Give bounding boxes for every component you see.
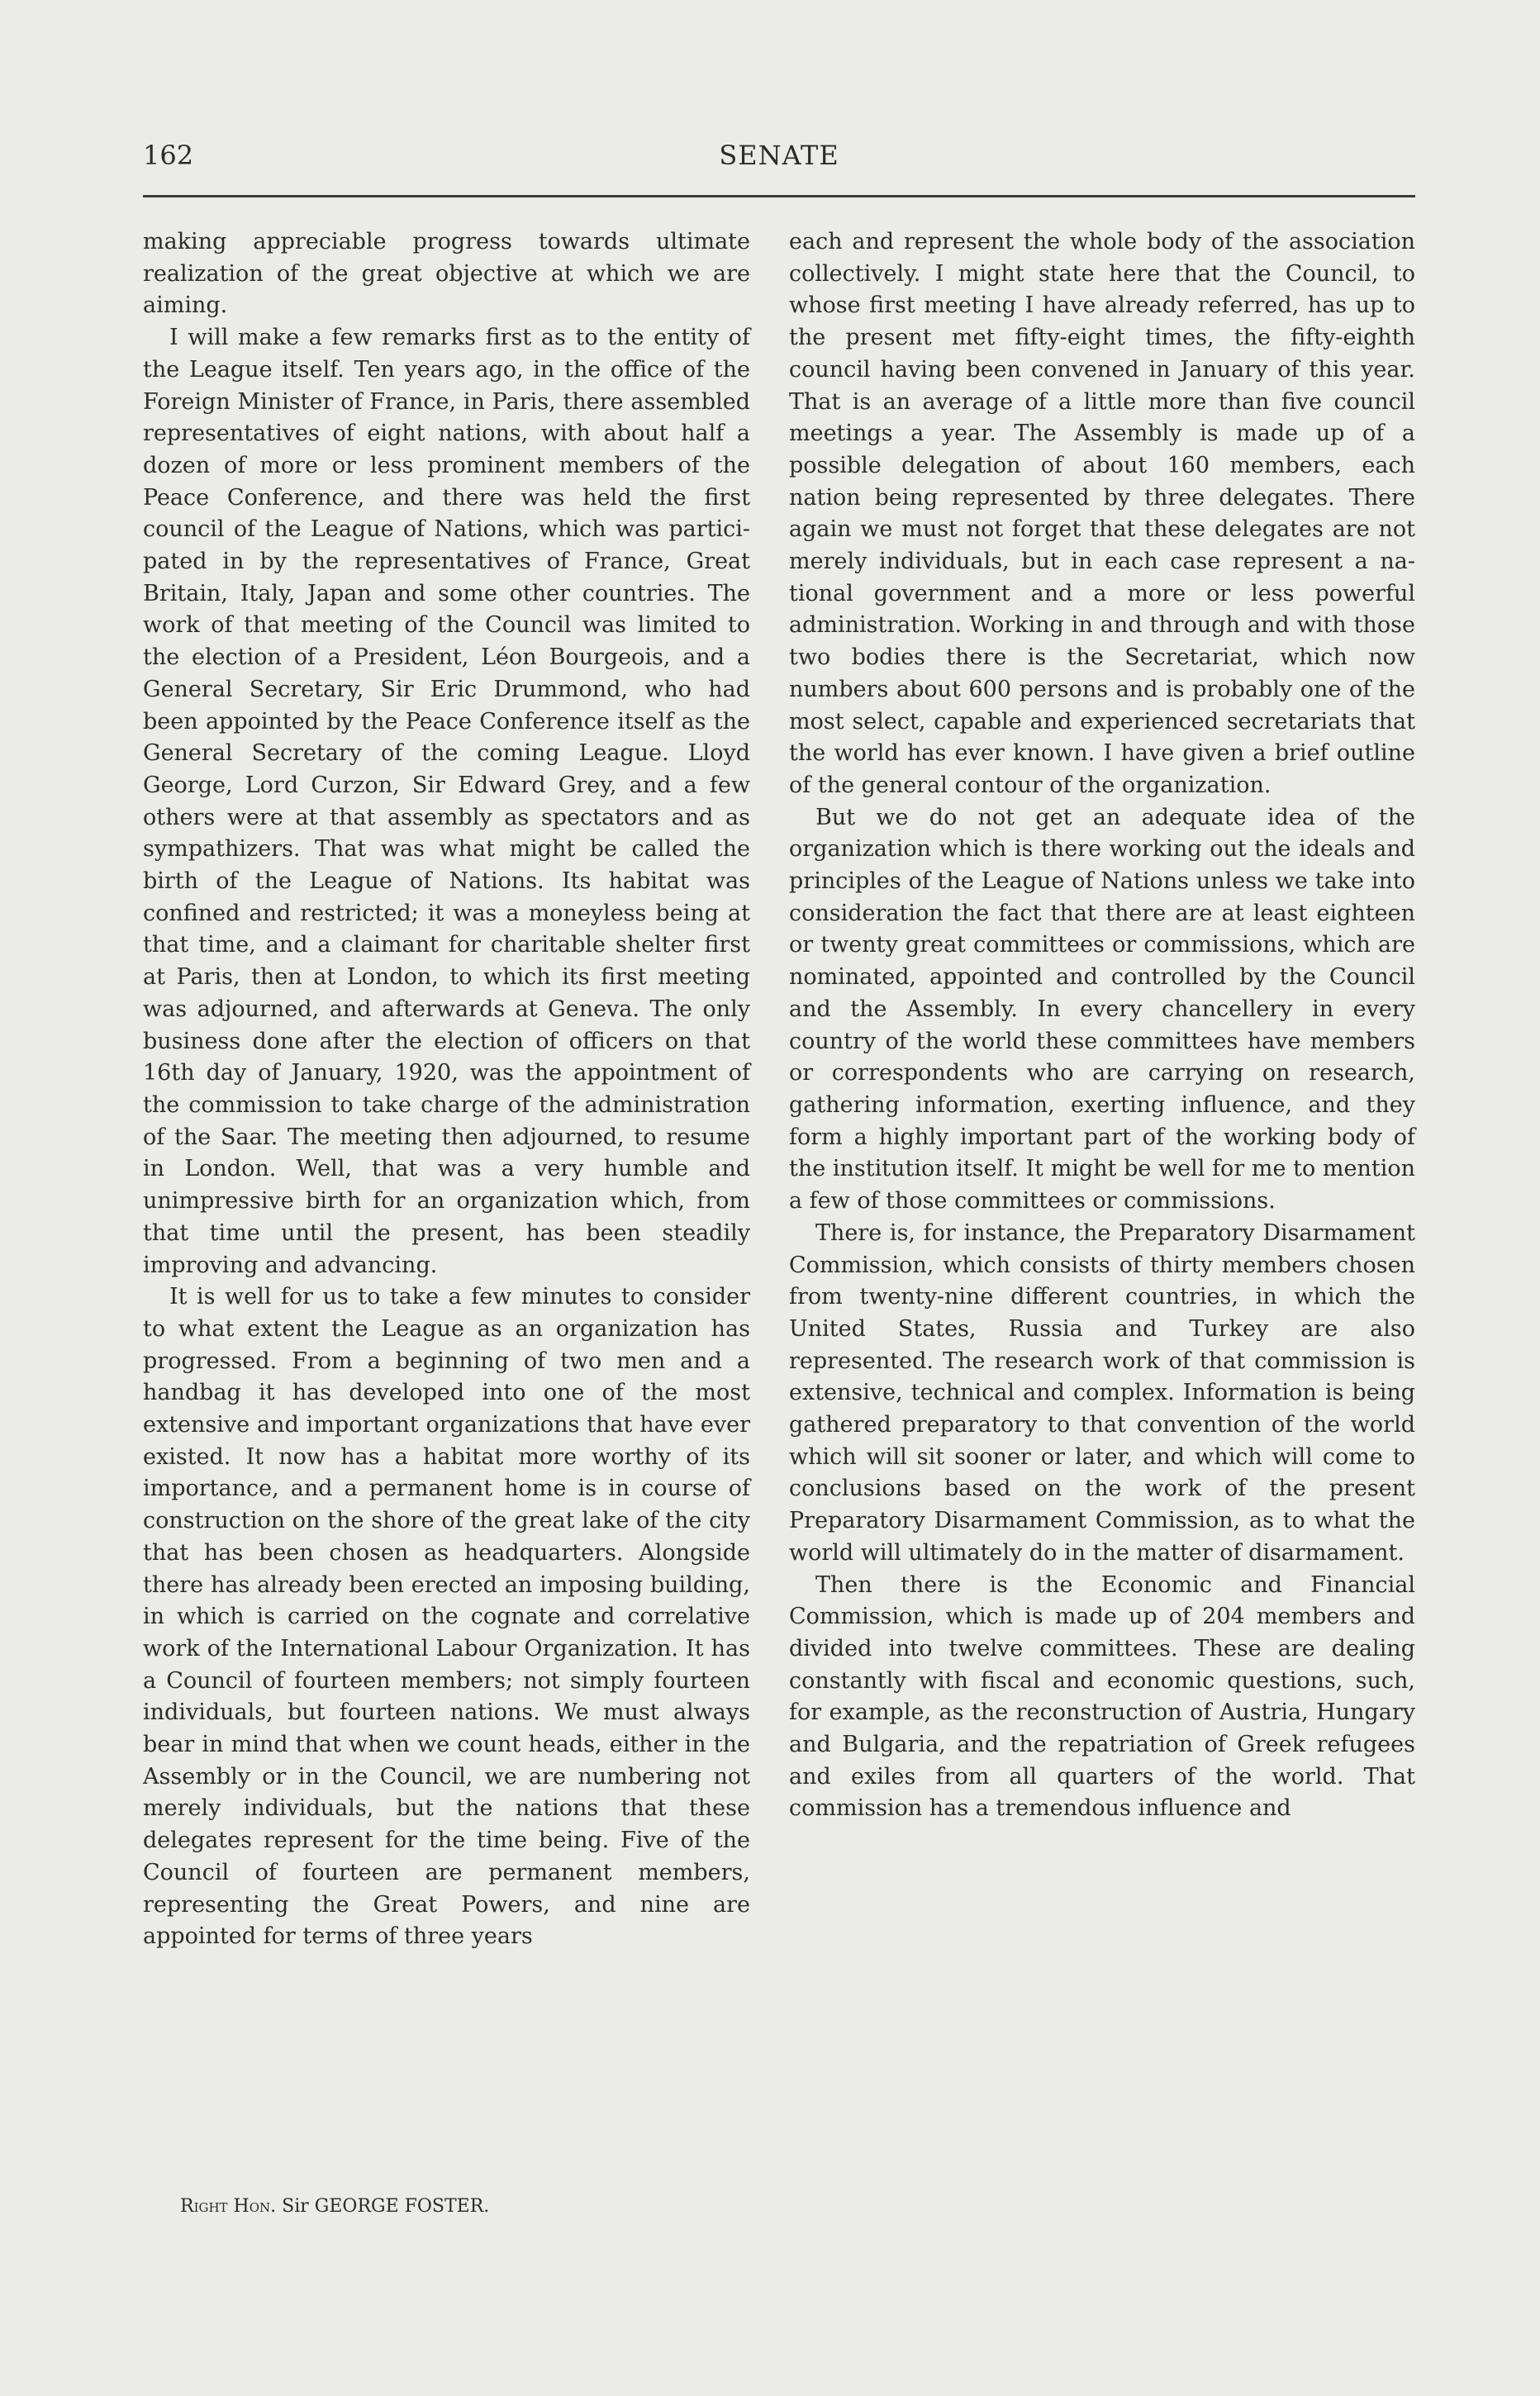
paragraph: Then there is the Economic and Financial Commission, which is made up of 204 members and divided into twelve committees. These are dealing constantly with fiscal and economic questions, such, for example, as the reconstruction of Austria, Hungary and Bulgaria, and the repatriation of Greek refugees and exiles from all quarters of the world. That commission has a tremendous influence and (789, 1571, 1415, 1822)
speaker-title: Right Hon. (180, 2196, 277, 2217)
paragraph: making appreciable progress towards ultimate realization of the great objective at which we are aiming. (143, 229, 750, 319)
speaker-attribution (180, 2194, 489, 2220)
page-number: 162 (143, 140, 194, 171)
paragraph: I will make a few remarks first as to the entity of the League itself. Ten years ago, in the office of the Foreign Minister of France, in Paris, there assembled representatives of eight nations, with about half a dozen of more or less prominent members of the Peace Conference, and there was held the first council of the League of Nations, which was participated in by the representatives of France, Great Britain, Italy, Japan and some other countries. The work of that meeting of the Council was limited to the election of a President, Léon Bourgeois, and a General Secretary, Sir Eric Drummond, who had been appointed by the Peace Conference itself as the General Secretary of the coming League. Lloyd George, Lord Curzon, Sir Edward Grey, and a few others were at that assembly as spectators and as sympathizers. That was what might be called the birth of the League of Nations. Its habitat was confined and restricted; it was a moneyless being at that time, and a claimant for charitable shelter first at Paris, then at London, to which its first meeting was adjourned, and afterwards at Geneva. The only business done after the election of officers on that 16th day of January, 1920, was the appointment of the commission to take charge of the administration of the Saar. The meeting then adjourned, to resume in London. Well, that was a very humble and unimpressive birth for an organization which, from that time until the present, has been steadily improving and advancing. (143, 325, 750, 1278)
paragraph: But we do not get an adequate idea of the organization which is there working out the ideals and principles of the League of Nations unless we take into consideration the fact that there are at least eighteen or twenty great committees or commissions, which are nominated, appointed and controlled by the Council and the Assembly. In every chancellery in every country of the world these committees have members or correspondents who are carrying on research, gathering information, exerting influence, and they form a highly important part of the working body of the institution itself. It might be well for me to mention a few of those committees or commissions. (789, 804, 1415, 1215)
paragraph: There is, for instance, the Preparatory Disarmament Commission, which consists of thirty members chosen from twenty-nine different countries, in which the United States, Russia and Turkey are also represented. The research work of that commission is extensive, technical and complex. Information is being gathered preparatory to that convention of the world which will sit sooner or later, and which will come to conclusions based on the work of the present Preparatory Disarmament Commission, as to what the world will ultimately do in the matter of disarmament. (789, 1219, 1415, 1566)
header-rule (143, 195, 1415, 197)
left-column (143, 226, 750, 1953)
right-column (789, 226, 1415, 1825)
paragraph: each and represent the whole body of the association collectively. I might state here that the Council, to whose first meeting I have already referred, has up to the present met fifty-eight times, the fifty-eighth council having been convened in January of this year. That is an average of a little more than five council meetings a year. The Assembly is made up of a possible delegation of about 160 members, each nation being represented by three delegates. There again we must not forget that these delegates are not merely individuals, but in each case represent a national government and a more or less powerful administration. Working in and through and with those two bodies there is the Secretariat, which now numbers about 600 persons and is probably one of the most select, capable and experienced secretariats that the world has ever known. I have given a brief outline of the general contour of the organization. (789, 229, 1415, 798)
running-head: SENATE (719, 140, 839, 171)
page-header (143, 135, 1415, 175)
speaker-name: Sir GEORGE FOSTER. (282, 2196, 490, 2217)
paragraph: It is well for us to take a few minutes to consider to what extent the League as an organization has progressed. From a beginning of two men and a handbag it has developed into one of the most extensive and important organizations that have ever existed. It now has a habitat more worthy of its importance, and a permanent home is in course of construction on the shore of the great lake of the city that has been chosen as headquarters. Alongside there has already been erected an imposing building, in which is carried on the cognate and correlative work of the International Labour Organization. It has a Council of fourteen members; not simply fourteen individuals, but fourteen nations. We must always bear in mind that when we count heads, either in the Assembly or in the Council, we are numbering not merely individuals, but the nations that these delegates represent for the time being. Five of the Council of fourteen are permanent members, representing the Great Powers, and nine are appointed for terms of three years (143, 1284, 750, 1950)
